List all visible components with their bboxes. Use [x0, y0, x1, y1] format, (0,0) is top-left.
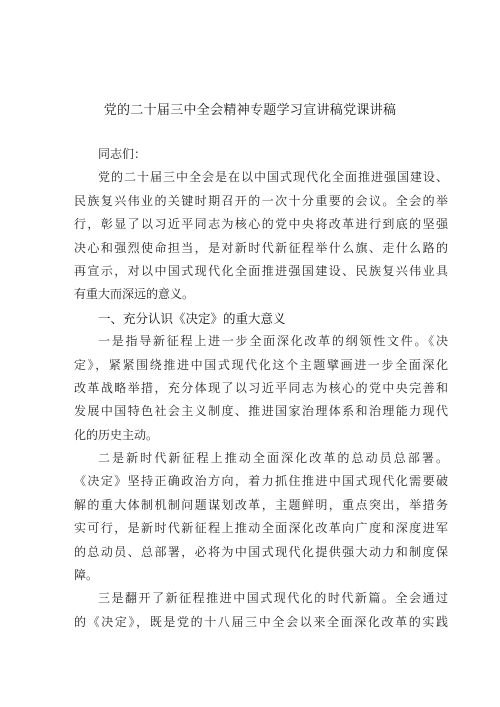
intro-line-5: 再宣示，对以中国式现代化全面推进强国建设、民族复兴伟业具 [74, 263, 448, 278]
intro-line-3: 行，彰显了以习近平同志为核心的党中央将改革进行到底的坚强 [74, 217, 448, 232]
point2-line-5: 的总动员、总部署，必将为中国式现代化提供强大动力和制度保 [74, 544, 448, 559]
point1-line-1: 一是指导新征程上进一步全面深化改革的纲领性文件。《决 [98, 334, 448, 349]
point1-line-2: 定》，紧紧围绕推进中国式现代化这个主题擘画进一步全面深化 [74, 357, 448, 372]
intro-line-1: 党的二十届三中全会是在以中国式现代化全面推进强国建设、 [98, 170, 448, 185]
intro-line-2: 民族复兴伟业的关键时期召开的一次十分重要的会议。全会的举 [74, 193, 448, 208]
point2-line-4: 实可行，是新时代新征程上推动全面深化改革向广度和深度进军 [74, 521, 448, 536]
document-title: 党的二十届三中全会精神专题学习宣讲稿党课讲稿 [103, 103, 397, 118]
point2-line-2: 《决定》坚持正确政治方向，着力抓住推进中国式现代化需要破 [74, 474, 448, 489]
point2-line-6: 障。 [74, 568, 99, 583]
point1-line-3: 改革战略举措，充分体现了以习近平同志为核心的党中央完善和 [74, 380, 448, 395]
intro-line-4: 决心和强烈使命担当，是对新时代新征程举什么旗、走什么路的 [74, 240, 448, 255]
point3-line-2: 的《决定》，既是党的十八届三中全会以来全面深化改革的实践 [74, 614, 448, 629]
point2-line-3: 解的重大体制机制问题谋划改革，主题鲜明，重点突出，举措务 [74, 497, 448, 512]
point1-line-4: 发展中国特色社会主义制度、推进国家治理体系和治理能力现代 [74, 404, 448, 419]
section-heading: 一、充分认识《决定》的重大意义 [98, 310, 286, 326]
point1-line-5: 化的历史主动。 [74, 427, 159, 442]
point2-line-1: 二是新时代新征程上推动全面深化改革的总动员总部署。 [98, 451, 448, 466]
salutation: 同志们： [98, 147, 147, 161]
document-body [74, 143, 448, 634]
point3-line-1: 三是翻开了新征程推进中国式现代化的时代新篇。全会通过 [98, 591, 448, 606]
intro-line-6: 有重大而深远的意义。 [74, 287, 195, 302]
